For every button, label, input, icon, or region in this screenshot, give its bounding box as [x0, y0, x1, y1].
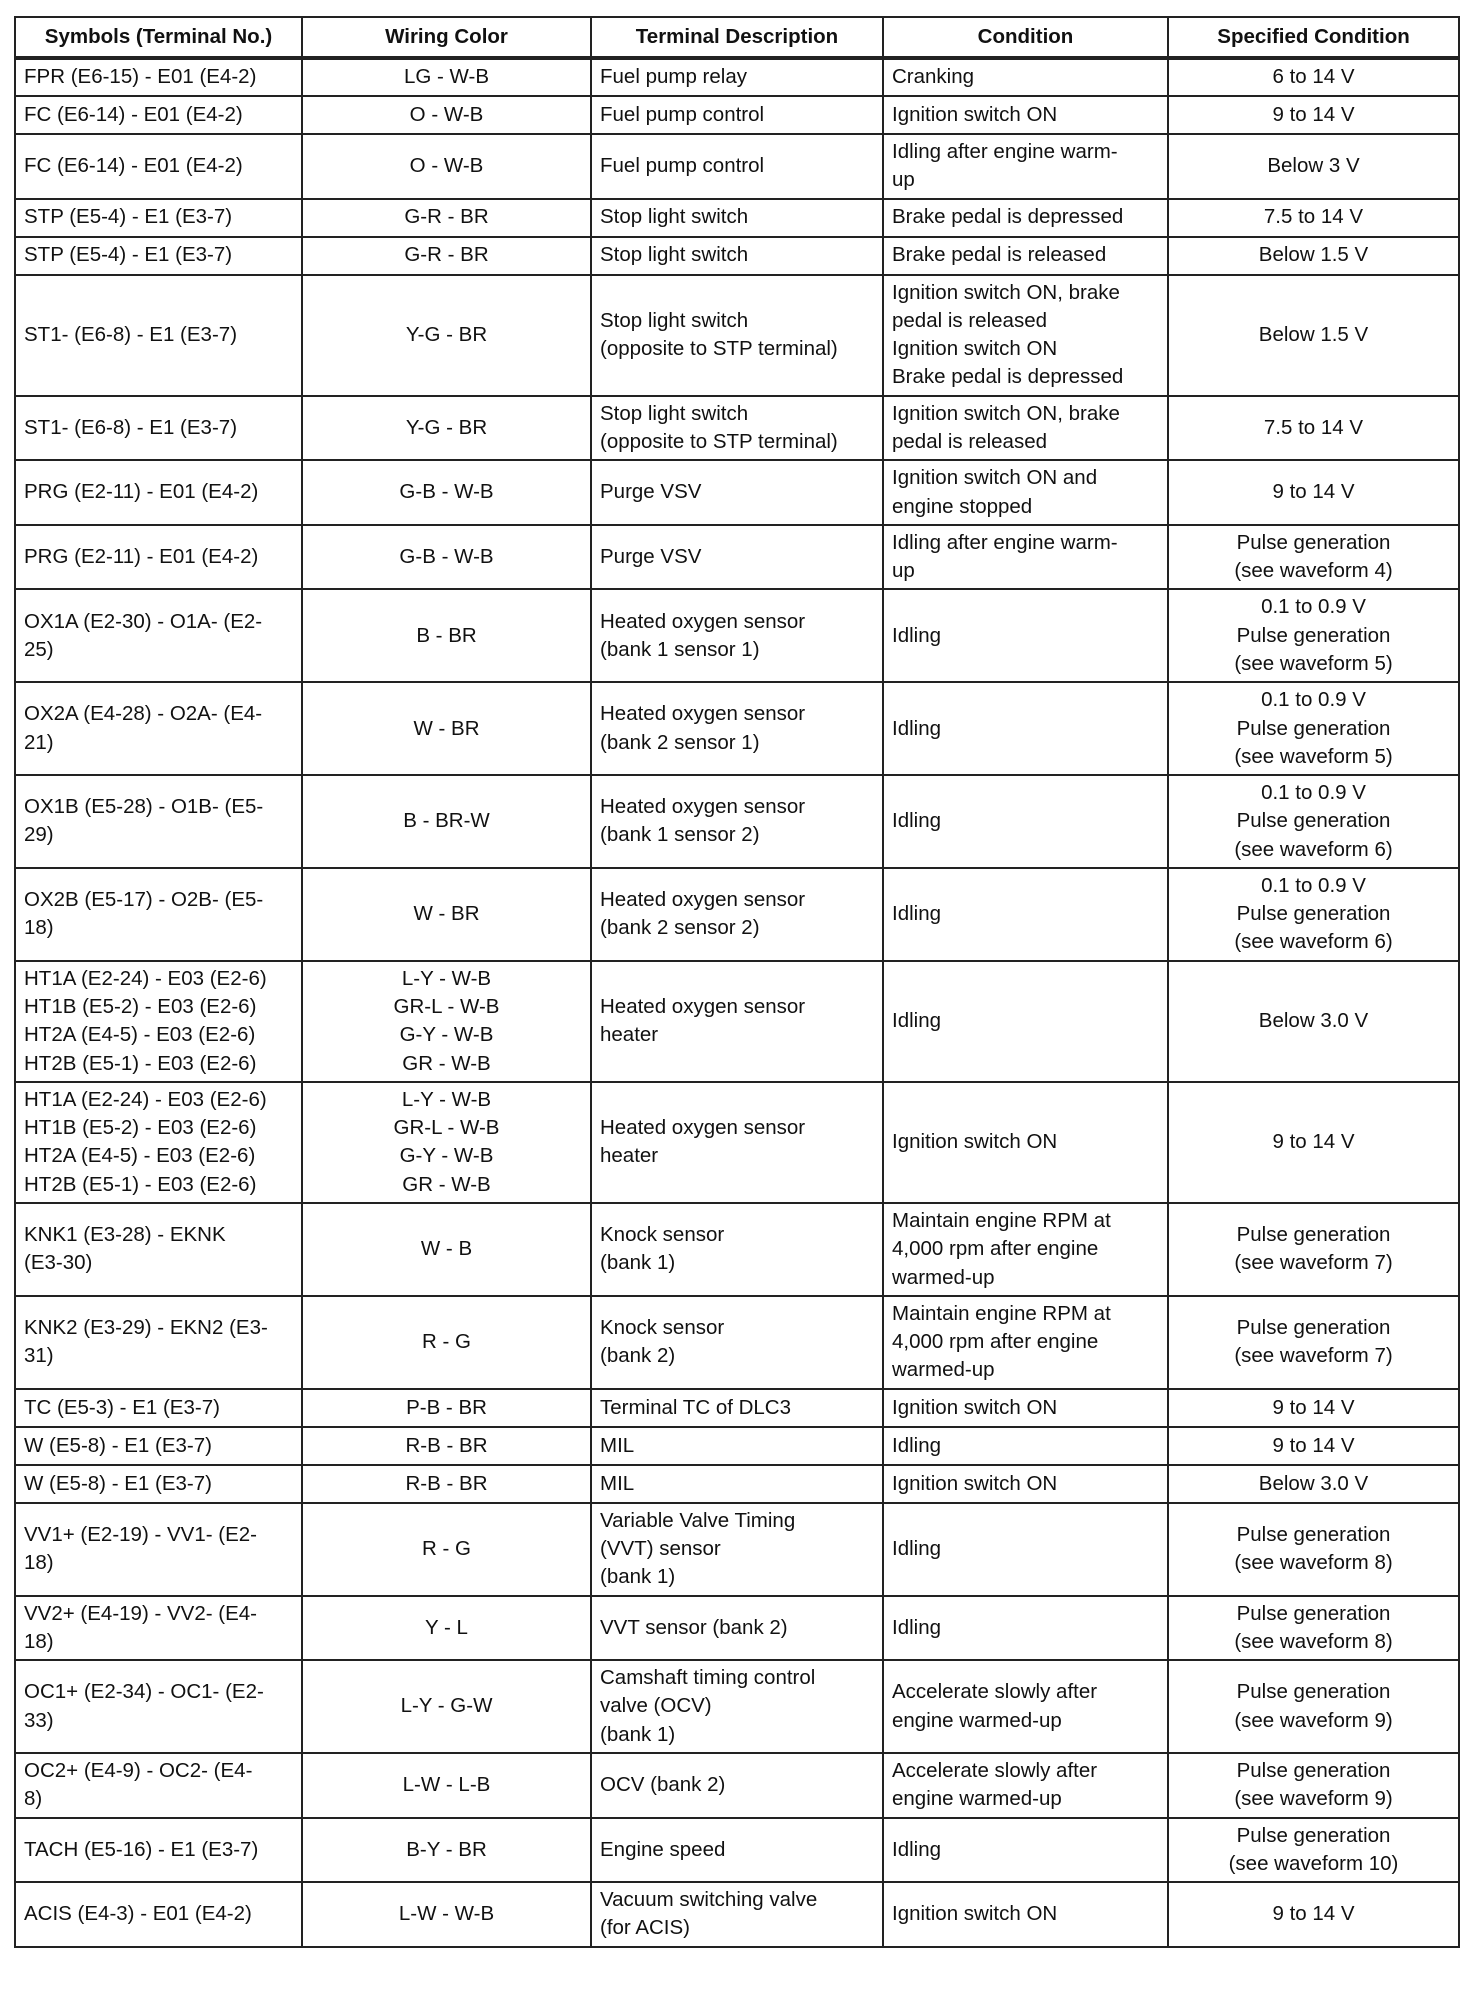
cell-symbol: VV1+ (E2-19) - VV1- (E2- 18) — [15, 1503, 302, 1596]
table-row — [15, 1465, 1459, 1503]
cell-terminal-description: Stop light switch — [591, 199, 883, 237]
cell-specified-condition: 9 to 14 V — [1168, 1427, 1459, 1465]
cell-condition: Ignition switch ON, brake pedal is released — [883, 396, 1168, 461]
cell-condition: Idling after engine warm- up — [883, 134, 1168, 199]
cell-symbol: W (E5-8) - E1 (E3-7) — [15, 1427, 302, 1465]
cell-terminal-description: Engine speed — [591, 1818, 883, 1883]
cell-specified-condition: Below 3 V — [1168, 134, 1459, 199]
cell-wiring-color: G-R - BR — [302, 199, 591, 237]
table-row — [15, 1660, 1459, 1753]
cell-specified-condition: 7.5 to 14 V — [1168, 396, 1459, 461]
cell-condition: Cranking — [883, 58, 1168, 96]
cell-condition: Ignition switch ON, brake pedal is released Ignition switch ON Brake pedal is depressed — [883, 275, 1168, 396]
cell-condition: Accelerate slowly after engine warmed-up — [883, 1753, 1168, 1818]
cell-symbol: ST1- (E6-8) - E1 (E3-7) — [15, 396, 302, 461]
cell-wiring-color: L-W - L-B — [302, 1753, 591, 1818]
cell-terminal-description: Purge VSV — [591, 460, 883, 525]
cell-specified-condition: Below 1.5 V — [1168, 237, 1459, 275]
table-row — [15, 682, 1459, 775]
cell-terminal-description: Heated oxygen sensor heater — [591, 1082, 883, 1203]
table-row — [15, 1818, 1459, 1883]
cell-condition: Idling — [883, 1596, 1168, 1661]
cell-wiring-color: L-Y - W-B GR-L - W-B G-Y - W-B GR - W-B — [302, 961, 591, 1082]
table-row — [15, 1296, 1459, 1389]
cell-terminal-description: Fuel pump relay — [591, 58, 883, 96]
cell-terminal-description: Heated oxygen sensor (bank 2 sensor 2) — [591, 868, 883, 961]
table-row — [15, 1427, 1459, 1465]
header-symbols: Symbols (Terminal No.) — [15, 17, 302, 58]
cell-wiring-color: B - BR — [302, 589, 591, 682]
cell-terminal-description: MIL — [591, 1465, 883, 1503]
cell-condition: Ignition switch ON — [883, 1389, 1168, 1427]
cell-symbol: OC2+ (E4-9) - OC2- (E4- 8) — [15, 1753, 302, 1818]
table-row — [15, 1203, 1459, 1296]
cell-specified-condition: 0.1 to 0.9 V Pulse generation (see waveform 5) — [1168, 682, 1459, 775]
table-row — [15, 96, 1459, 134]
cell-specified-condition: Below 3.0 V — [1168, 961, 1459, 1082]
cell-terminal-description: Heated oxygen sensor (bank 1 sensor 1) — [591, 589, 883, 682]
cell-specified-condition: 0.1 to 0.9 V Pulse generation (see waveform 5) — [1168, 589, 1459, 682]
header-terminal-description: Terminal Description — [591, 17, 883, 58]
cell-wiring-color: G-B - W-B — [302, 525, 591, 590]
table-row — [15, 134, 1459, 199]
ecm-terminal-table — [14, 16, 1460, 1948]
table-row — [15, 1596, 1459, 1661]
table-row — [15, 775, 1459, 868]
table-row — [15, 589, 1459, 682]
cell-wiring-color: R - G — [302, 1296, 591, 1389]
cell-symbol: KNK1 (E3-28) - EKNK (E3-30) — [15, 1203, 302, 1296]
cell-symbol: FPR (E6-15) - E01 (E4-2) — [15, 58, 302, 96]
table-header-row — [15, 17, 1459, 58]
table-body — [15, 58, 1459, 1947]
table-row — [15, 237, 1459, 275]
cell-terminal-description: Camshaft timing control valve (OCV) (bank 1) — [591, 1660, 883, 1753]
cell-terminal-description: Knock sensor (bank 1) — [591, 1203, 883, 1296]
cell-specified-condition: 9 to 14 V — [1168, 96, 1459, 134]
cell-symbol: OX1A (E2-30) - O1A- (E2- 25) — [15, 589, 302, 682]
cell-symbol: W (E5-8) - E1 (E3-7) — [15, 1465, 302, 1503]
cell-symbol: VV2+ (E4-19) - VV2- (E4- 18) — [15, 1596, 302, 1661]
cell-terminal-description: Knock sensor (bank 2) — [591, 1296, 883, 1389]
cell-terminal-description: VVT sensor (bank 2) — [591, 1596, 883, 1661]
cell-wiring-color: Y - L — [302, 1596, 591, 1661]
cell-condition: Ignition switch ON — [883, 1082, 1168, 1203]
cell-terminal-description: MIL — [591, 1427, 883, 1465]
cell-specified-condition: 6 to 14 V — [1168, 58, 1459, 96]
cell-symbol: HT1A (E2-24) - E03 (E2-6) HT1B (E5-2) - E03 (E2-6) HT2A (E4-5) - E03 (E2-6) HT2B (E5-1) - E03 (E2-6) — [15, 1082, 302, 1203]
cell-symbol: FC (E6-14) - E01 (E4-2) — [15, 96, 302, 134]
cell-terminal-description: Stop light switch — [591, 237, 883, 275]
cell-symbol: KNK2 (E3-29) - EKN2 (E3- 31) — [15, 1296, 302, 1389]
cell-specified-condition: Pulse generation (see waveform 8) — [1168, 1596, 1459, 1661]
cell-symbol: PRG (E2-11) - E01 (E4-2) — [15, 525, 302, 590]
table-row — [15, 868, 1459, 961]
cell-specified-condition: Pulse generation (see waveform 8) — [1168, 1503, 1459, 1596]
cell-specified-condition: 9 to 14 V — [1168, 460, 1459, 525]
cell-condition: Ignition switch ON — [883, 1465, 1168, 1503]
cell-symbol: TACH (E5-16) - E1 (E3-7) — [15, 1818, 302, 1883]
cell-wiring-color: O - W-B — [302, 96, 591, 134]
cell-specified-condition: Pulse generation (see waveform 4) — [1168, 525, 1459, 590]
cell-condition: Ignition switch ON — [883, 1882, 1168, 1947]
header-specified-condition: Specified Condition — [1168, 17, 1459, 58]
cell-terminal-description: Heated oxygen sensor heater — [591, 961, 883, 1082]
cell-condition: Ignition switch ON and engine stopped — [883, 460, 1168, 525]
cell-symbol: OC1+ (E2-34) - OC1- (E2- 33) — [15, 1660, 302, 1753]
cell-wiring-color: P-B - BR — [302, 1389, 591, 1427]
cell-wiring-color: W - BR — [302, 682, 591, 775]
table-row — [15, 1389, 1459, 1427]
cell-symbol: ACIS (E4-3) - E01 (E4-2) — [15, 1882, 302, 1947]
table-row — [15, 1753, 1459, 1818]
cell-symbol: TC (E5-3) - E1 (E3-7) — [15, 1389, 302, 1427]
cell-specified-condition: 0.1 to 0.9 V Pulse generation (see waveform 6) — [1168, 868, 1459, 961]
cell-condition: Maintain engine RPM at 4,000 rpm after engine warmed-up — [883, 1296, 1168, 1389]
cell-wiring-color: Y-G - BR — [302, 396, 591, 461]
cell-specified-condition: 9 to 14 V — [1168, 1389, 1459, 1427]
cell-symbol: STP (E5-4) - E1 (E3-7) — [15, 199, 302, 237]
cell-condition: Maintain engine RPM at 4,000 rpm after engine warmed-up — [883, 1203, 1168, 1296]
cell-symbol: OX1B (E5-28) - O1B- (E5- 29) — [15, 775, 302, 868]
cell-symbol: PRG (E2-11) - E01 (E4-2) — [15, 460, 302, 525]
table-row — [15, 199, 1459, 237]
cell-terminal-description: Terminal TC of DLC3 — [591, 1389, 883, 1427]
table-row — [15, 275, 1459, 396]
cell-wiring-color: G-R - BR — [302, 237, 591, 275]
cell-specified-condition: Pulse generation (see waveform 7) — [1168, 1296, 1459, 1389]
cell-condition: Idling — [883, 1818, 1168, 1883]
cell-symbol: STP (E5-4) - E1 (E3-7) — [15, 237, 302, 275]
cell-wiring-color: Y-G - BR — [302, 275, 591, 396]
cell-terminal-description: Stop light switch (opposite to STP terminal) — [591, 275, 883, 396]
cell-symbol: FC (E6-14) - E01 (E4-2) — [15, 134, 302, 199]
cell-condition: Idling — [883, 868, 1168, 961]
table-row — [15, 525, 1459, 590]
cell-specified-condition: Pulse generation (see waveform 10) — [1168, 1818, 1459, 1883]
table-row — [15, 396, 1459, 461]
cell-wiring-color: R - G — [302, 1503, 591, 1596]
cell-wiring-color: L-Y - G-W — [302, 1660, 591, 1753]
cell-wiring-color: G-B - W-B — [302, 460, 591, 525]
cell-wiring-color: B-Y - BR — [302, 1818, 591, 1883]
cell-condition: Accelerate slowly after engine warmed-up — [883, 1660, 1168, 1753]
header-wiring-color: Wiring Color — [302, 17, 591, 58]
cell-specified-condition: 7.5 to 14 V — [1168, 199, 1459, 237]
cell-wiring-color: L-W - W-B — [302, 1882, 591, 1947]
cell-specified-condition: Below 3.0 V — [1168, 1465, 1459, 1503]
cell-wiring-color: R-B - BR — [302, 1427, 591, 1465]
terminal-table-sheet — [14, 16, 1458, 1948]
table-row — [15, 1082, 1459, 1203]
cell-condition: Idling — [883, 775, 1168, 868]
cell-specified-condition: Pulse generation (see waveform 9) — [1168, 1753, 1459, 1818]
table-row — [15, 1882, 1459, 1947]
cell-symbol: OX2A (E4-28) - O2A- (E4- 21) — [15, 682, 302, 775]
cell-specified-condition: 0.1 to 0.9 V Pulse generation (see waveform 6) — [1168, 775, 1459, 868]
cell-wiring-color: W - B — [302, 1203, 591, 1296]
cell-symbol: OX2B (E5-17) - O2B- (E5- 18) — [15, 868, 302, 961]
cell-terminal-description: Heated oxygen sensor (bank 2 sensor 1) — [591, 682, 883, 775]
header-condition: Condition — [883, 17, 1168, 58]
cell-condition: Idling — [883, 682, 1168, 775]
cell-condition: Idling — [883, 1503, 1168, 1596]
cell-condition: Idling — [883, 961, 1168, 1082]
cell-condition: Idling after engine warm- up — [883, 525, 1168, 590]
cell-condition: Idling — [883, 589, 1168, 682]
cell-specified-condition: Pulse generation (see waveform 7) — [1168, 1203, 1459, 1296]
cell-wiring-color: LG - W-B — [302, 58, 591, 96]
cell-terminal-description: Variable Valve Timing (VVT) sensor (bank 1) — [591, 1503, 883, 1596]
cell-condition: Idling — [883, 1427, 1168, 1465]
cell-wiring-color: R-B - BR — [302, 1465, 591, 1503]
table-row — [15, 58, 1459, 96]
cell-symbol: HT1A (E2-24) - E03 (E2-6) HT1B (E5-2) - E03 (E2-6) HT2A (E4-5) - E03 (E2-6) HT2B (E5-1) - E03 (E2-6) — [15, 961, 302, 1082]
table-row — [15, 961, 1459, 1082]
cell-terminal-description: Fuel pump control — [591, 96, 883, 134]
cell-specified-condition: 9 to 14 V — [1168, 1882, 1459, 1947]
cell-terminal-description: Purge VSV — [591, 525, 883, 590]
cell-terminal-description: Fuel pump control — [591, 134, 883, 199]
table-row — [15, 460, 1459, 525]
cell-wiring-color: B - BR-W — [302, 775, 591, 868]
cell-specified-condition: 9 to 14 V — [1168, 1082, 1459, 1203]
cell-symbol: ST1- (E6-8) - E1 (E3-7) — [15, 275, 302, 396]
cell-wiring-color: O - W-B — [302, 134, 591, 199]
cell-specified-condition: Pulse generation (see waveform 9) — [1168, 1660, 1459, 1753]
table-row — [15, 1503, 1459, 1596]
cell-wiring-color: L-Y - W-B GR-L - W-B G-Y - W-B GR - W-B — [302, 1082, 591, 1203]
cell-terminal-description: OCV (bank 2) — [591, 1753, 883, 1818]
cell-condition: Brake pedal is released — [883, 237, 1168, 275]
cell-condition: Brake pedal is depressed — [883, 199, 1168, 237]
cell-wiring-color: W - BR — [302, 868, 591, 961]
cell-terminal-description: Vacuum switching valve (for ACIS) — [591, 1882, 883, 1947]
cell-terminal-description: Heated oxygen sensor (bank 1 sensor 2) — [591, 775, 883, 868]
cell-condition: Ignition switch ON — [883, 96, 1168, 134]
cell-specified-condition: Below 1.5 V — [1168, 275, 1459, 396]
cell-terminal-description: Stop light switch (opposite to STP terminal) — [591, 396, 883, 461]
